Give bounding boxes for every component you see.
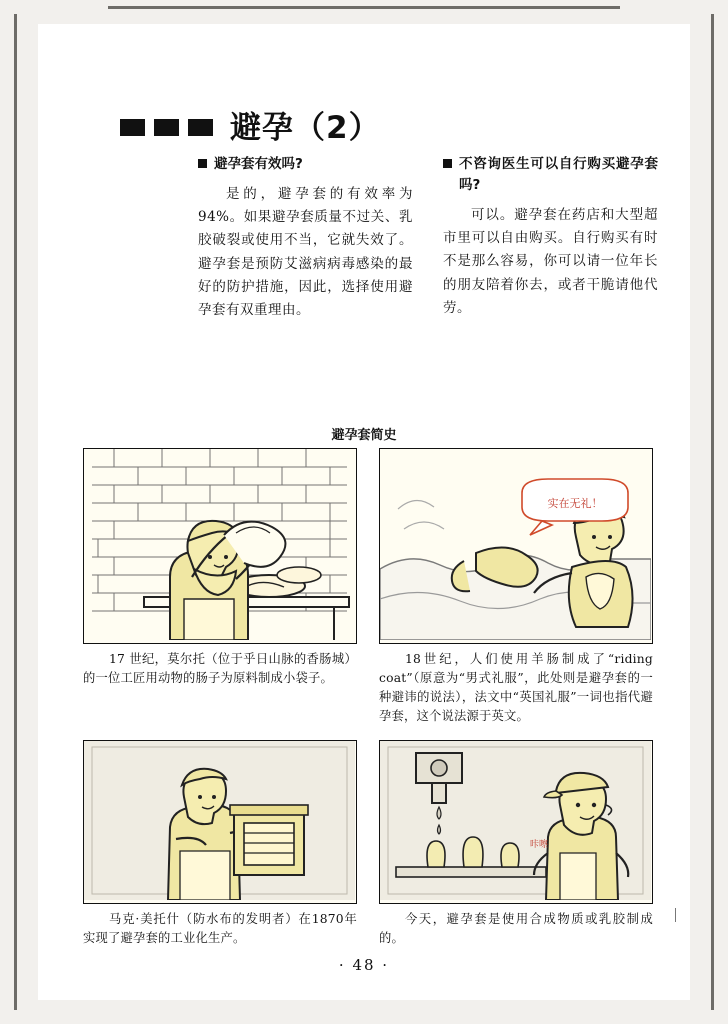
svg-text:咔嚓: 咔嚓 <box>530 840 549 851</box>
svg-text:实在无礼！: 实在无礼！ <box>547 497 603 510</box>
left-margin-rule <box>14 14 17 1010</box>
column-right <box>443 154 658 322</box>
square-mark-1 <box>120 119 145 136</box>
right-margin-rule <box>711 14 714 1010</box>
figure-18th-century <box>379 448 653 726</box>
figure-today <box>379 740 653 948</box>
figure-row-1 <box>83 448 653 726</box>
article-columns <box>198 154 658 322</box>
question-heading-1: 避孕套有效吗? <box>198 154 413 175</box>
figure-row-2 <box>83 740 653 948</box>
figure-today-frame <box>379 740 653 904</box>
illustration-craftsman <box>84 449 355 640</box>
page-title-text: 避孕（2） <box>230 110 381 146</box>
figure-17th-century-frame <box>83 448 357 644</box>
square-mark-3 <box>188 119 213 136</box>
question-heading-2: 不咨询医生可以自行购买避孕套吗? <box>443 154 658 196</box>
page-title <box>120 102 381 147</box>
square-mark-2 <box>154 119 179 136</box>
answer-text-2: 可以。避孕套在药店和大型超市里可以自由购买。自行购买有时不是那么容易，你可以请一位年长的朋友陪着你去，或者干脆请他代劳。 <box>443 206 658 316</box>
column-left <box>198 154 413 322</box>
title-square-marks <box>120 119 213 136</box>
figure-today-caption: 今天，避孕套是使用合成物质或乳胶制成的。 <box>379 912 653 946</box>
figure-18th-century-frame <box>379 448 653 644</box>
figure-mackintosh-caption: 马克·美托什（防水布的发明者）在1870年实现了避孕套的工业化生产。 <box>83 912 357 946</box>
figure-mackintosh <box>83 740 357 948</box>
figure-grid <box>83 448 653 948</box>
illustration-modern-factory <box>380 741 651 900</box>
edge-tick-mark <box>675 908 676 922</box>
figure-17th-century <box>83 448 357 726</box>
top-rule <box>108 6 620 9</box>
illustration-riding-coat <box>380 449 651 640</box>
page-content <box>38 24 690 1000</box>
figure-17th-century-caption: 17 世纪，莫尔托（位于乎日山脉的香肠城）的一位工匠用动物的肠子为原料制成小袋子。 <box>83 652 357 686</box>
figure-18th-century-caption: 18世纪，人们使用羊肠制成了“riding coat”（原意为“男式礼服”，此处则是避孕套的一种避讳的说法），法文中“英国礼服”一词也指代避孕套，这个说法源于英文。 <box>379 652 653 724</box>
section-heading: 避孕套简史 <box>331 428 397 443</box>
answer-text-1: 是的，避孕套的有效率为 94%。如果避孕套质量不过关、乳胶破裂或使用不当，它就失效了。避孕套是预防艾滋病病毒感染的最好的防护措施，因此，选择使用避孕套有双重理由。 <box>198 185 413 319</box>
figure-mackintosh-frame <box>83 740 357 904</box>
illustration-mackintosh <box>84 741 355 900</box>
page-number: · 48 · <box>338 956 390 974</box>
